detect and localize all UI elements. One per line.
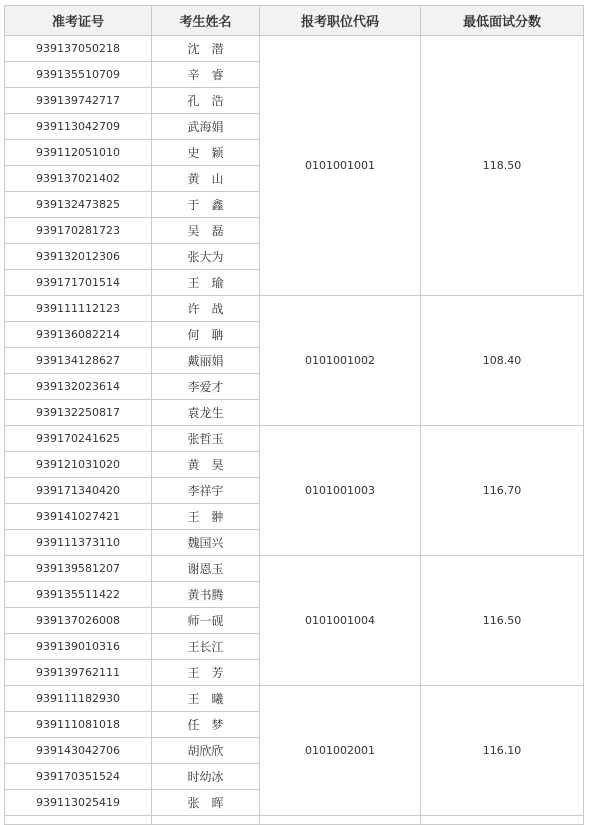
- table-row: [5, 686, 584, 712]
- exam-id-cell: 939112051010: [5, 140, 152, 166]
- exam-id-cell: 939136082214: [5, 322, 152, 348]
- candidate-name-cell: 时幼冰: [152, 764, 260, 790]
- position-code-cell: 0101001003: [260, 426, 421, 556]
- exam-id-cell: 939143042706: [5, 738, 152, 764]
- candidate-name-cell: 谢恩玉: [152, 556, 260, 582]
- candidate-name-cell: 黄 山: [152, 166, 260, 192]
- candidate-name-cell: 戴丽娟: [152, 348, 260, 374]
- candidate-name-cell: 李爱才: [152, 374, 260, 400]
- table-header-row: [5, 6, 584, 36]
- candidate-name-cell: 李祥宇: [152, 478, 260, 504]
- exam-id-cell: 939121031020: [5, 452, 152, 478]
- exam-id-cell: 939113042709: [5, 114, 152, 140]
- exam-id-cell: 939132023614: [5, 374, 152, 400]
- candidate-name-cell: 魏国兴: [152, 530, 260, 556]
- candidate-name-cell: 黄 昊: [152, 452, 260, 478]
- header-candidate-name: 考生姓名: [152, 6, 260, 36]
- exam-id-cell: 939139762111: [5, 660, 152, 686]
- header-position-code: 报考职位代码: [260, 6, 421, 36]
- exam-id-cell: 939170241625: [5, 426, 152, 452]
- header-min-score: 最低面试分数: [421, 6, 584, 36]
- candidate-name-cell: 孔 浩: [152, 88, 260, 114]
- candidate-name-cell: 于 鑫: [152, 192, 260, 218]
- position-code-cell: 0101001002: [260, 296, 421, 426]
- exam-id-cell: 939139742717: [5, 88, 152, 114]
- candidate-name-cell: 王 瑜: [152, 270, 260, 296]
- position-code-cell: 0101001004: [260, 556, 421, 686]
- exam-id-cell: 939134128627: [5, 348, 152, 374]
- min-score-cell: 118.50: [421, 36, 584, 296]
- exam-id-cell: 939135511422: [5, 582, 152, 608]
- exam-id-cell: 939113025419: [5, 790, 152, 816]
- table-row: [5, 556, 584, 582]
- exam-id-cell: 939170351524: [5, 764, 152, 790]
- exam-id-cell: 939170281723: [5, 218, 152, 244]
- table-row: [5, 36, 584, 62]
- table-body: [5, 36, 584, 825]
- table-row: [5, 426, 584, 452]
- candidate-name-cell: 黄书腾: [152, 582, 260, 608]
- candidate-name-cell: 王 曦: [152, 686, 260, 712]
- candidate-name-cell: 张哲玉: [152, 426, 260, 452]
- min-score-cell: 116.50: [421, 556, 584, 686]
- min-score-cell: 108.40: [421, 296, 584, 426]
- position-code-cell: 0101001001: [260, 36, 421, 296]
- candidate-name-cell: 沈 潜: [152, 36, 260, 62]
- exam-id-cell: 939137021402: [5, 166, 152, 192]
- interview-score-table: [4, 5, 584, 825]
- candidate-name-cell: 史 颖: [152, 140, 260, 166]
- candidate-name-cell: 王长江: [152, 634, 260, 660]
- candidate-name-cell: 吴 磊: [152, 218, 260, 244]
- exam-id-cell: 939139581207: [5, 556, 152, 582]
- exam-id-cell: 939137026008: [5, 608, 152, 634]
- exam-id-cell: 939141027421: [5, 504, 152, 530]
- candidate-name-cell: 武海娟: [152, 114, 260, 140]
- candidate-name-cell: 王 芳: [152, 660, 260, 686]
- exam-id-cell: 939132250817: [5, 400, 152, 426]
- exam-id-cell: 939137050218: [5, 36, 152, 62]
- exam-id-cell: 939135510709: [5, 62, 152, 88]
- candidate-name-cell: 张 晖: [152, 790, 260, 816]
- candidate-name-cell: 许 战: [152, 296, 260, 322]
- table-row: [5, 296, 584, 322]
- candidate-name-cell: 任 梦: [152, 712, 260, 738]
- exam-id-cell: 939132012306: [5, 244, 152, 270]
- candidate-name-cell: 辛 睿: [152, 62, 260, 88]
- position-code-cell: 0101002001: [260, 686, 421, 816]
- exam-id-cell: 939139010316: [5, 634, 152, 660]
- exam-id-cell: 939171701514: [5, 270, 152, 296]
- candidate-name-cell: 师一砚: [152, 608, 260, 634]
- exam-id-cell: 939111081018: [5, 712, 152, 738]
- exam-id-cell: 939111112123: [5, 296, 152, 322]
- table-row-partial: [5, 816, 584, 825]
- candidate-name-cell: 袁龙生: [152, 400, 260, 426]
- min-score-cell: 116.70: [421, 426, 584, 556]
- exam-id-cell: 939111373110: [5, 530, 152, 556]
- candidate-name-cell: 何 聃: [152, 322, 260, 348]
- header-exam-id: 准考证号: [5, 6, 152, 36]
- candidate-name-cell: 王 翀: [152, 504, 260, 530]
- min-score-cell: 116.10: [421, 686, 584, 816]
- exam-id-cell: 939132473825: [5, 192, 152, 218]
- candidate-name-cell: 胡欣欣: [152, 738, 260, 764]
- exam-id-cell: 939171340420: [5, 478, 152, 504]
- candidate-name-cell: 张大为: [152, 244, 260, 270]
- exam-id-cell: 939111182930: [5, 686, 152, 712]
